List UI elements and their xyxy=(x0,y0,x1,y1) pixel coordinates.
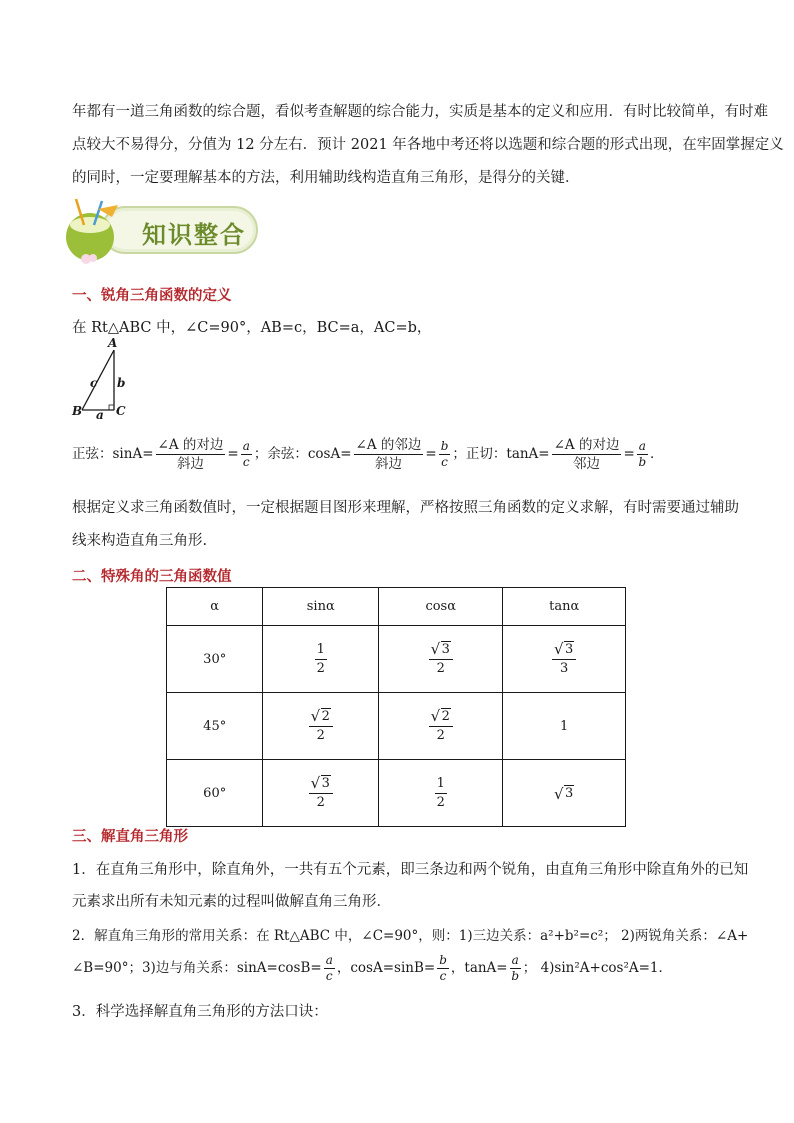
numerator xyxy=(309,708,333,727)
denominator: c xyxy=(439,969,447,983)
cos-ratio-num: b xyxy=(440,439,449,453)
equals-sign: = xyxy=(623,446,635,462)
radicand: 2 xyxy=(321,708,330,724)
trig-definitions xyxy=(72,434,663,474)
special-angle-table xyxy=(166,587,626,827)
fraction xyxy=(309,775,333,812)
relation-text: ，tanA= xyxy=(450,960,508,976)
value-cell xyxy=(263,760,379,827)
fraction xyxy=(435,775,447,812)
radicand: 3 xyxy=(565,641,574,657)
radicand: 3 xyxy=(441,641,450,657)
angle-cell: 30° xyxy=(167,626,263,693)
denominator: c xyxy=(325,969,333,983)
numerator: 1 xyxy=(315,641,327,660)
column-header: sinα xyxy=(263,588,379,626)
denominator: 2 xyxy=(316,660,325,676)
sqrt-symbol xyxy=(311,708,331,726)
value-cell: 1 xyxy=(503,693,626,760)
sin-word-fraction xyxy=(156,436,226,473)
numerator: a xyxy=(511,953,519,967)
value-cell xyxy=(379,760,503,827)
relation-text: ，cosA=sinB= xyxy=(336,960,436,976)
cos-ratio-fraction xyxy=(439,439,451,470)
fraction xyxy=(324,953,335,984)
relation-text: ； 4)sin²A+cos²A=1． xyxy=(522,960,673,976)
period: ． xyxy=(649,446,664,462)
tan-denominator: 邻边 xyxy=(573,456,601,472)
section3-p1-line-1: 1．在直角三角形中，除直角外，一共有五个元素，即三条边和两个锐角，由直角三角形中除直角外的已知 xyxy=(72,862,749,878)
knowledge-banner xyxy=(62,195,262,267)
denominator: 2 xyxy=(436,727,445,743)
section1-note-line-2: 线来构造直角三角形. xyxy=(72,533,208,549)
tan-ratio-den: b xyxy=(638,455,647,469)
numerator: 1 xyxy=(435,775,447,794)
tan-label: ；正切：tanA= xyxy=(452,446,550,462)
numerator xyxy=(552,641,576,660)
sqrt-symbol xyxy=(431,641,451,659)
value-cell xyxy=(263,693,379,760)
side-b-label: b xyxy=(117,376,126,390)
numerator: a xyxy=(325,953,333,967)
vertex-B-label: B xyxy=(72,404,83,418)
section3-heading: 三、解直角三角形 xyxy=(72,829,188,845)
relation-text: ∠B=90°；3)边与角关系：sinA=cosB= xyxy=(72,960,322,976)
table-row xyxy=(167,693,626,760)
section1-setup: 在 Rt△ABC 中，∠C=90°，AB=c，BC=a，AC=b， xyxy=(72,320,432,336)
radicand: 3 xyxy=(321,775,330,791)
table-header-row xyxy=(167,588,626,626)
right-triangle-figure xyxy=(70,336,140,422)
tan-ratio-num: a xyxy=(638,439,646,453)
denominator: 2 xyxy=(316,794,325,810)
radicand: 2 xyxy=(441,708,450,724)
section3-p3: 3．科学选择解直角三角形的方法口诀： xyxy=(72,1004,328,1020)
denominator: 2 xyxy=(436,660,445,676)
equals-sign: = xyxy=(425,446,437,462)
value-cell xyxy=(503,626,626,693)
column-header: tanα xyxy=(503,588,626,626)
intro-line-1: 年都有一道三角函数的综合题，看似考查解题的综合能力，实质是基本的定义和应用．有时比较简单，有时难 xyxy=(72,104,768,120)
section1-note-line-1: 根据定义求三角函数值时，一定根据题目图形来理解，严格按照三角函数的定义求解，有时需要通过辅助 xyxy=(72,500,739,516)
sin-ratio-fraction xyxy=(241,439,252,470)
sqrt-symbol xyxy=(554,786,574,801)
fraction xyxy=(429,708,453,745)
column-header: cosα xyxy=(379,588,503,626)
cos-ratio-den: c xyxy=(441,455,448,469)
numerator xyxy=(309,775,333,794)
cos-word-fraction xyxy=(354,436,424,473)
section1-heading: 一、锐角三角函数的定义 xyxy=(72,288,232,304)
denominator: b xyxy=(511,969,520,983)
angle-cell: 60° xyxy=(167,760,263,827)
column-header: α xyxy=(167,588,263,626)
fraction xyxy=(429,641,453,678)
denominator: 3 xyxy=(560,660,569,676)
fraction xyxy=(315,641,327,678)
section2-heading: 二、特殊角的三角函数值 xyxy=(72,569,232,585)
sqrt-symbol xyxy=(431,708,451,726)
sin-denominator: 斜边 xyxy=(176,456,204,472)
section3-p2-line-1: 2．解直角三角形的常用关系：在 Rt△ABC 中，∠C=90°，则：1)三边关系：a²+b²=c²； 2)两锐角关系：∠A+ xyxy=(72,928,749,944)
tan-ratio-fraction xyxy=(637,439,648,470)
tan-word-fraction xyxy=(552,436,622,473)
table-row xyxy=(167,626,626,693)
denominator: 2 xyxy=(436,794,445,810)
angle-cell: 45° xyxy=(167,693,263,760)
vertex-A-label: A xyxy=(108,336,118,350)
side-c-label: c xyxy=(90,376,98,390)
vertex-C-label: C xyxy=(116,404,126,418)
fraction xyxy=(510,953,521,984)
value-cell xyxy=(263,626,379,693)
value-cell xyxy=(379,693,503,760)
denominator: 2 xyxy=(316,727,325,743)
sin-label: 正弦：sinA= xyxy=(72,446,154,462)
section3-p1-line-2: 元素求出所有未知元素的过程叫做解直角三角形． xyxy=(72,894,391,910)
fraction xyxy=(552,641,576,678)
value-cell xyxy=(379,626,503,693)
sqrt-symbol xyxy=(311,775,331,793)
sin-ratio-num: a xyxy=(242,439,250,453)
cos-numerator: ∠A 的邻边 xyxy=(355,437,422,453)
numerator: b xyxy=(439,953,447,967)
section3-p2-line-2 xyxy=(72,948,672,988)
fraction xyxy=(437,953,449,984)
radicand: 3 xyxy=(565,785,574,801)
equals-sign: = xyxy=(227,446,239,462)
tan-numerator: ∠A 的对边 xyxy=(553,437,620,453)
side-a-label: a xyxy=(96,408,104,422)
fraction xyxy=(309,708,333,745)
sin-ratio-den: c xyxy=(242,455,250,469)
numerator xyxy=(429,708,453,727)
value-cell xyxy=(503,760,626,827)
table-row xyxy=(167,760,626,827)
sqrt-symbol xyxy=(554,641,574,659)
sin-numerator: ∠A 的对边 xyxy=(157,437,224,453)
cos-denominator: 斜边 xyxy=(374,456,402,472)
numerator xyxy=(429,641,453,660)
cos-label: ；余弦：cosA= xyxy=(253,446,352,462)
intro-line-3: 的同时，一定要理解基本的方法，利用辅助线构造直角三角形，是得分的关键． xyxy=(72,170,580,186)
intro-line-2: 点较大不易得分，分值为 12 分左右．预计 2021 年各地中考还将以选题和综合题的形式出现，在牢固掌握定义 xyxy=(72,137,784,153)
banner-title: 知识整合 xyxy=(142,221,246,249)
